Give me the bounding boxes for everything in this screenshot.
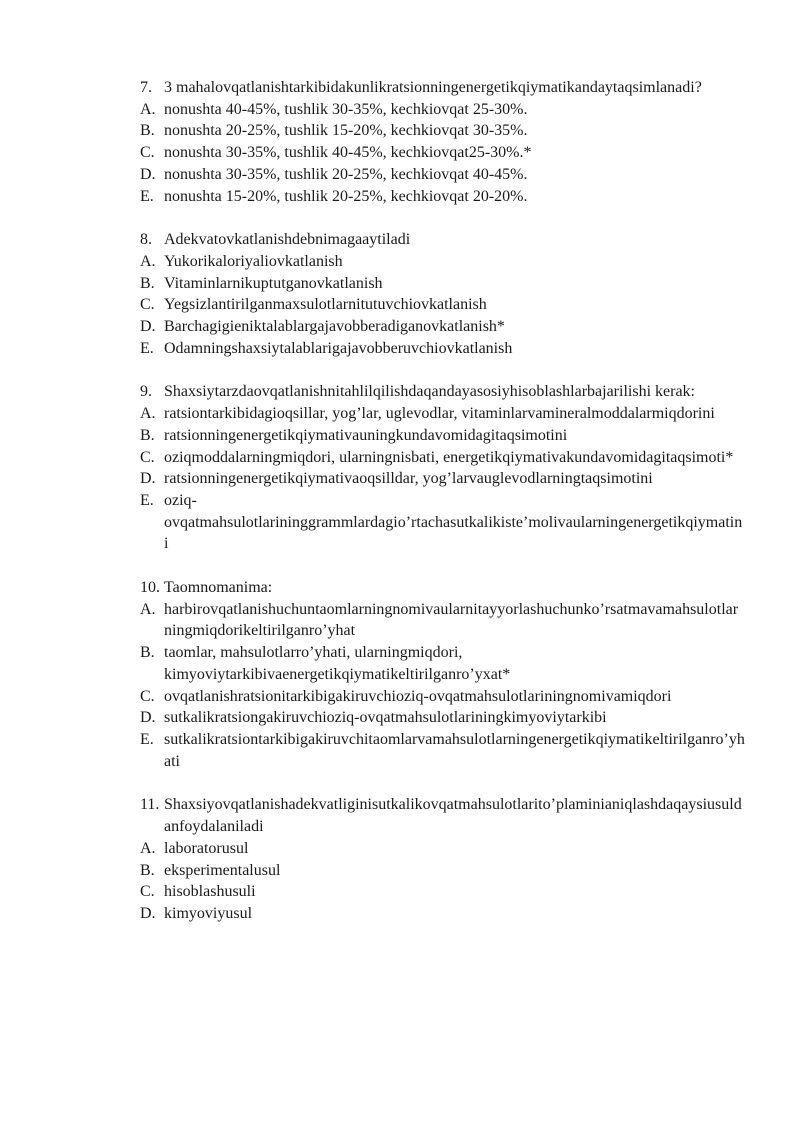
option-letter: A. (140, 600, 156, 618)
answer-option (140, 707, 745, 729)
answer-option (140, 881, 745, 903)
answer-option (140, 447, 745, 469)
option-letter: E. (140, 339, 154, 357)
option-text: laboratorusul (164, 839, 249, 857)
answer-option (140, 338, 745, 360)
question-11 (140, 794, 745, 924)
question-10 (140, 577, 745, 772)
answer-option (140, 490, 745, 555)
option-text: Yukorikaloriyaliovkatlanish (164, 252, 343, 270)
question-number: 11. (140, 796, 160, 814)
answer-option (140, 860, 745, 882)
answer-option (140, 599, 745, 642)
option-letter: A. (140, 405, 156, 423)
answer-option (140, 273, 745, 295)
answer-option (140, 294, 745, 316)
option-letter: B. (140, 426, 155, 444)
option-text: nonushta 20-25%, tushlik 15-20%, kechkiovqat 30-35%. (164, 122, 528, 140)
question-text: Shaxsiytarzdaovqatlanishnitahlilqilishdaqandayasosiyhisoblashlarbajarilishi kerak: (164, 383, 695, 401)
option-text: ratsiontarkibidagioqsillar, yog’lar, uglevodlar, vitaminlarvamineralmoddalarmiqdorini (164, 405, 715, 423)
option-text: oziq-ovqatmahsulotlarininggrammlardagio’rtachasutkalikiste’molivaularningenergetikqiymatini (164, 491, 743, 553)
option-letter: B. (140, 274, 155, 292)
option-letter: E. (140, 187, 154, 205)
question-7 (140, 77, 745, 207)
question-stem (140, 381, 745, 403)
question-number: 7. (140, 79, 152, 96)
option-letter: C. (140, 687, 155, 705)
answer-option (140, 403, 745, 425)
option-letter: E. (140, 730, 154, 748)
question-stem (140, 577, 745, 599)
option-letter: D. (140, 470, 156, 488)
option-letter: B. (140, 861, 155, 879)
option-letter: C. (140, 883, 155, 901)
option-text: hisoblashusuli (164, 883, 256, 901)
question-number: 8. (140, 231, 152, 249)
option-text: nonushta 30-35%, tushlik 40-45%, kechkiovqat25-30%.* (164, 144, 532, 162)
answer-option (140, 468, 745, 490)
question-number: 9. (140, 383, 152, 401)
question-stem (140, 77, 745, 99)
answer-option (140, 186, 745, 208)
question-stem (140, 229, 745, 251)
option-letter: A. (140, 839, 156, 857)
question-text: Shaxsiyovqatlanishadekvatliginisutkalikovqatmahsulotlarito’plaminianiqlashdaqaysiusuldanfoydalaniladi (164, 796, 742, 836)
question-number: 10. (140, 579, 160, 597)
answer-option (140, 686, 745, 708)
option-text: eksperimentalusul (164, 861, 281, 879)
answer-option (140, 729, 745, 772)
option-text: ovqatlanishratsionitarkibigakiruvchioziq-ovqatmahsulotlariningnomivamiqdori (164, 687, 672, 705)
answer-option (140, 425, 745, 447)
option-letter: D. (140, 709, 156, 727)
answer-option (140, 99, 745, 121)
option-letter: C. (140, 448, 155, 466)
answer-option (140, 142, 745, 164)
option-letter: B. (140, 644, 155, 662)
option-text: Vitaminlarnikuptutganovkatlanish (164, 274, 383, 292)
question-8 (140, 229, 745, 359)
option-letter: D. (140, 904, 156, 922)
option-text: nonushta 40-45%, tushlik 30-35%, kechkiovqat 25-30%. (164, 100, 528, 118)
option-text: sutkalikratsiongakiruvchioziq-ovqatmahsulotlariningkimyoviytarkibi (164, 709, 607, 727)
option-letter: E. (140, 491, 154, 509)
option-letter: D. (140, 165, 156, 183)
answer-option (140, 251, 745, 273)
document-page (140, 77, 745, 947)
answer-option (140, 642, 745, 685)
option-letter: D. (140, 318, 156, 336)
question-text: Adekvatovkatlanishdebnimagaaytiladi (164, 231, 411, 249)
question-stem (140, 794, 745, 837)
answer-option (140, 120, 745, 142)
option-letter: A. (140, 100, 156, 118)
answer-option (140, 838, 745, 860)
option-letter: A. (140, 252, 156, 270)
option-letter: C. (140, 296, 155, 314)
option-text: sutkalikratsiontarkibigakiruvchitaomlarvamahsulotlarningenergetikqiymatikeltirilganro’yhati (164, 730, 745, 770)
option-text: oziqmoddalarningmiqdori, ularningnisbati, energetikqiymativakundavomidagitaqsimoti* (164, 448, 734, 466)
option-text: nonushta 15-20%, tushlik 20-25%, kechkiovqat 20-20%. (164, 187, 528, 205)
option-letter: C. (140, 144, 155, 162)
question-text: 3 mahalovqatlanishtarkibidakunlikratsionningenergetikqiymatikandaytaqsimlanadi? (164, 79, 702, 96)
question-9 (140, 381, 745, 555)
option-text: Odamningshaxsiytalablarigajavobberuvchiovkatlanish (164, 339, 513, 357)
option-text: ratsionningenergetikqiymativauningkundavomidagitaqsimotini (164, 426, 568, 444)
option-letter: B. (140, 122, 155, 140)
answer-option (140, 164, 745, 186)
answer-option (140, 316, 745, 338)
answer-option (140, 903, 745, 925)
option-text: ratsionningenergetikqiymativaoqsilldar, yog’larvauglevodlarningtaqsimotini (164, 470, 653, 488)
option-text: Barchagigieniktalablargajavobberadiganovkatlanish* (164, 318, 505, 336)
option-text: Yegsizlantirilganmaxsulotlarnitutuvchiovkatlanish (164, 296, 487, 314)
question-text: Taomnomanima: (164, 579, 273, 597)
option-text: harbirovqatlanishuchuntaomlarningnomivaularnitayyorlashuchunko’rsatmavamahsulotlarningmiqdorikeltirilganro’yhat (164, 600, 739, 640)
option-text: nonushta 30-35%, tushlik 20-25%, kechkiovqat 40-45%. (164, 165, 528, 183)
option-text: kimyoviyusul (164, 904, 253, 922)
option-text: taomlar, mahsulotlarro’yhati, ularningmiqdori, kimyoviytarkibivaenergetikqiymatikeltirilganro’yxat* (164, 644, 511, 683)
